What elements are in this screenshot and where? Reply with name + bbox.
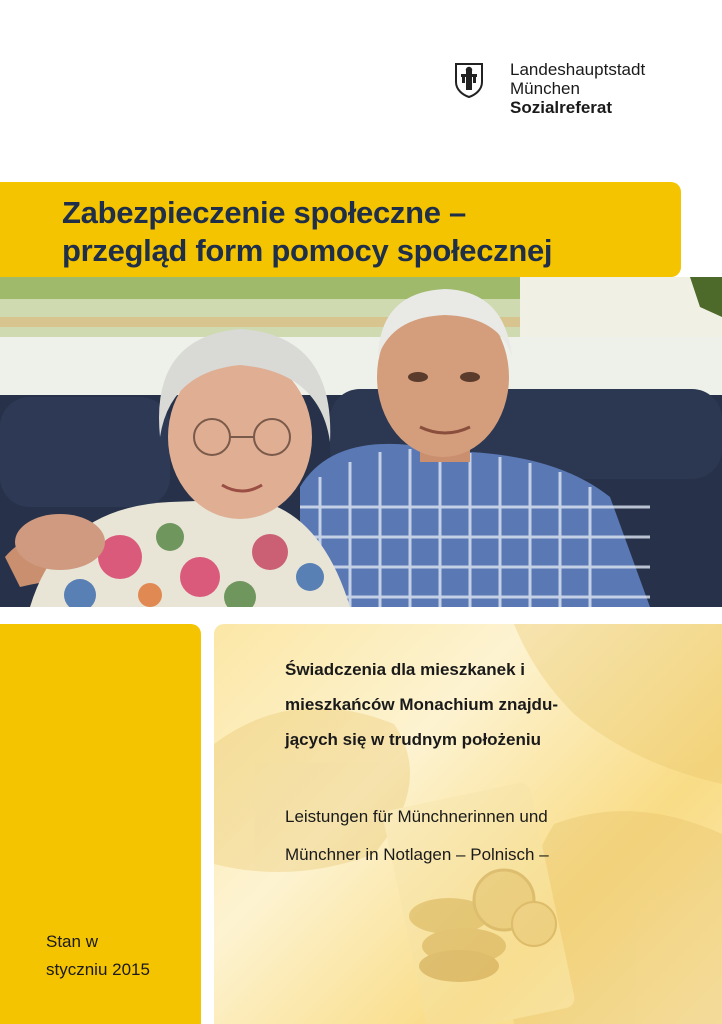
organization-name xyxy=(510,60,645,117)
page-title xyxy=(62,194,552,270)
date-line-2: styczniu 2015 xyxy=(46,960,150,979)
subtitle-german-line-1: Leistungen für Münchnerinnen und xyxy=(285,807,548,826)
subtitle-polish-line-1: Świadczenia dla mieszkanek i xyxy=(285,660,526,679)
subtitle-polish xyxy=(285,652,685,757)
subtitle-german xyxy=(285,798,705,874)
org-line-2: München xyxy=(510,79,580,98)
header xyxy=(0,0,722,182)
photo-illustration xyxy=(0,277,722,607)
title-line-1: Zabezpieczenie społeczne – xyxy=(62,195,466,230)
subtitle-polish-line-2: mieszkańców Monachium znajdu- xyxy=(285,695,558,714)
publication-date xyxy=(46,928,150,984)
date-line-1: Stan w xyxy=(46,932,98,951)
cover-photo-elderly-couple xyxy=(0,277,722,607)
subtitle-polish-line-3: jących się w trudnym położeniu xyxy=(285,730,541,749)
org-line-3: Sozialreferat xyxy=(510,98,613,117)
title-line-2: przegląd form pomocy społecznej xyxy=(62,233,553,268)
subtitle-german-line-2: Münchner in Notlagen – Polnisch – xyxy=(285,845,549,864)
org-line-1: Landeshauptstadt xyxy=(510,60,646,79)
munich-coat-of-arms-icon xyxy=(454,62,484,98)
